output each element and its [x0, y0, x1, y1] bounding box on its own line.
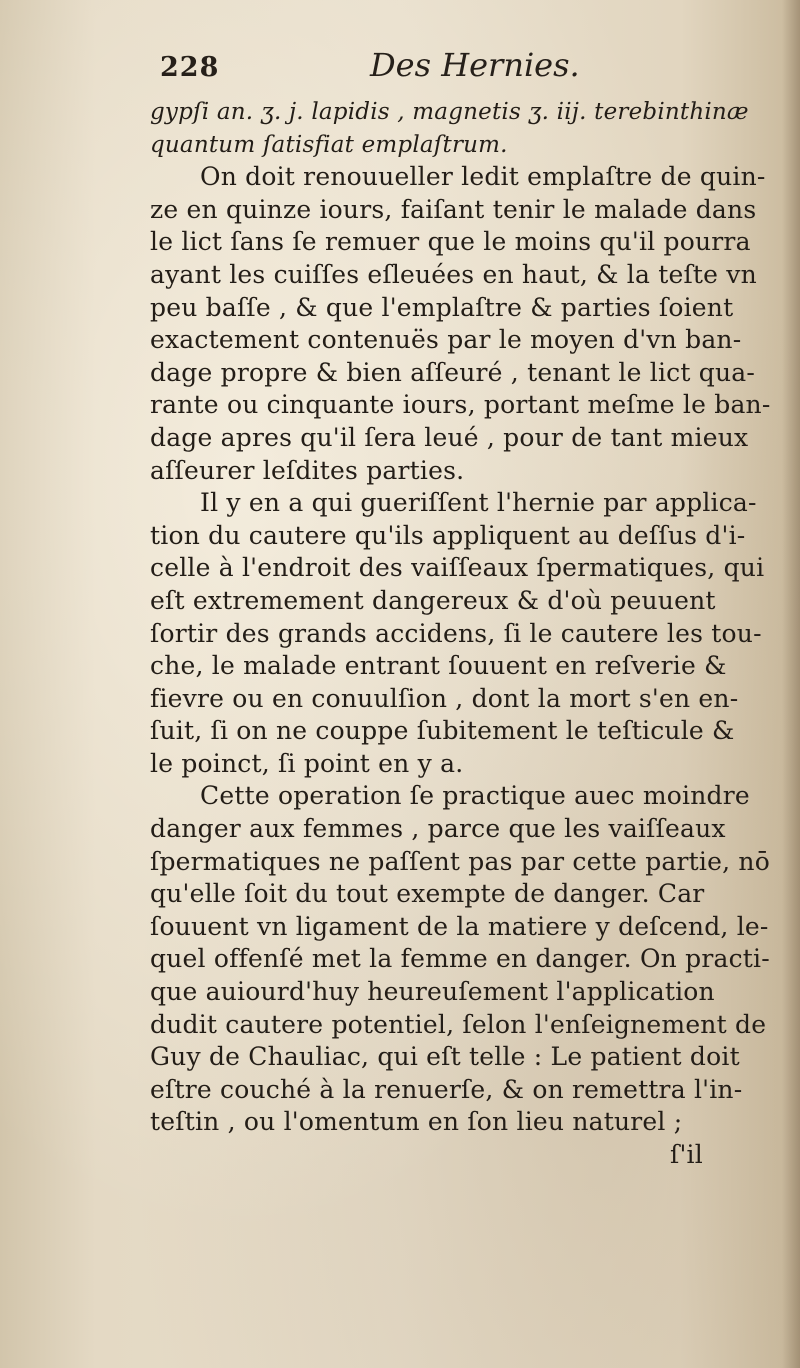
text-line: exactement contenuës par le moyen d'vn ban- [150, 325, 742, 355]
text-line: ſpermatiques ne paſſent pas par cette partie, nō [150, 846, 770, 876]
page-number: 228 [160, 52, 220, 83]
text-line: eſtre couché à la renuerſe, & on remettra l'in- [150, 1074, 743, 1104]
text-line: que auiourd'huy heureuſement l'application [150, 977, 715, 1007]
text-line: ze en quinze iours, faiſant tenir le malade dans [150, 194, 757, 224]
text-line: danger aux femmes , parce que les vaiſſeaux [150, 814, 726, 844]
text-line: teſtin , ou l'omentum en ſon lieu naturel ; [150, 1107, 683, 1137]
catchword: ſ'il [670, 1140, 703, 1169]
text-line: celle à l'endroit des vaiſſeaux ſpermatiques, qui [150, 553, 765, 583]
text-line: dage apres qu'il ſera leué , pour de tant mieux [150, 422, 749, 452]
text-line: quel offenſé met la femme en danger. On practi- [150, 944, 770, 974]
text-line: tion du cautere qu'ils appliquent au deſſus d'i- [150, 520, 746, 550]
text-line: quantum ſatisfiat emplaſtrum. [150, 131, 508, 158]
text-line: ſortir des grands accidens, ſi le cautere les tou- [150, 618, 762, 648]
text-line: ſouuent vn ligament de la matiere y deſcend, le- [150, 911, 769, 941]
text-line: qu'elle ſoit du tout exempte de danger. Car [150, 879, 705, 909]
text-line: ayant les cuiſſes eſleuées en haut, & la teſte vn [150, 259, 757, 289]
text-line: rante ou cinquante iours, portant meſme le ban- [150, 390, 771, 420]
running-title: Des Hernies. [370, 46, 580, 84]
text-line: che, le malade entrant ſouuent en reſverie & [150, 651, 727, 681]
text-line: le poinct, ſi point en y a. [150, 748, 464, 778]
text-line: eſt extremement dangereux & d'où peuuent [150, 585, 716, 615]
text-line: le lict ſans ſe remuer que le moins qu'il pourra [150, 227, 751, 257]
page-edge-shadow [782, 0, 800, 1368]
text-line: Cette operation ſe practique auec moindre [200, 781, 750, 811]
body-text [150, 96, 770, 1172]
text-line: peu baſſe , & que l'emplaſtre & parties ſoient [150, 292, 734, 322]
text-line: Guy de Chauliac, qui eſt telle : Le patient doit [150, 1042, 740, 1072]
text-line: fievre ou en conuulſion , dont la mort s'en en- [150, 683, 739, 713]
text-line: Il y en a qui gueriſſent l'hernie par applica- [200, 488, 757, 518]
text-line: ſuit, ſi on ne couppe ſubitement le teſticule & [150, 716, 735, 746]
text-line: dudit cautere potentiel, ſelon l'enſeignement de [150, 1009, 767, 1039]
text-line: dage propre & bien aſſeuré , tenant le lict qua- [150, 357, 756, 387]
text-line: gypſi an. ʒ. j. lapidis , magnetis ʒ. iij. terebinthinæ [150, 99, 749, 125]
text-line: aſſeurer leſdites parties. [150, 455, 465, 485]
page-header [160, 46, 780, 92]
text-line: On doit renouueller ledit emplaſtre de quin- [200, 162, 766, 192]
